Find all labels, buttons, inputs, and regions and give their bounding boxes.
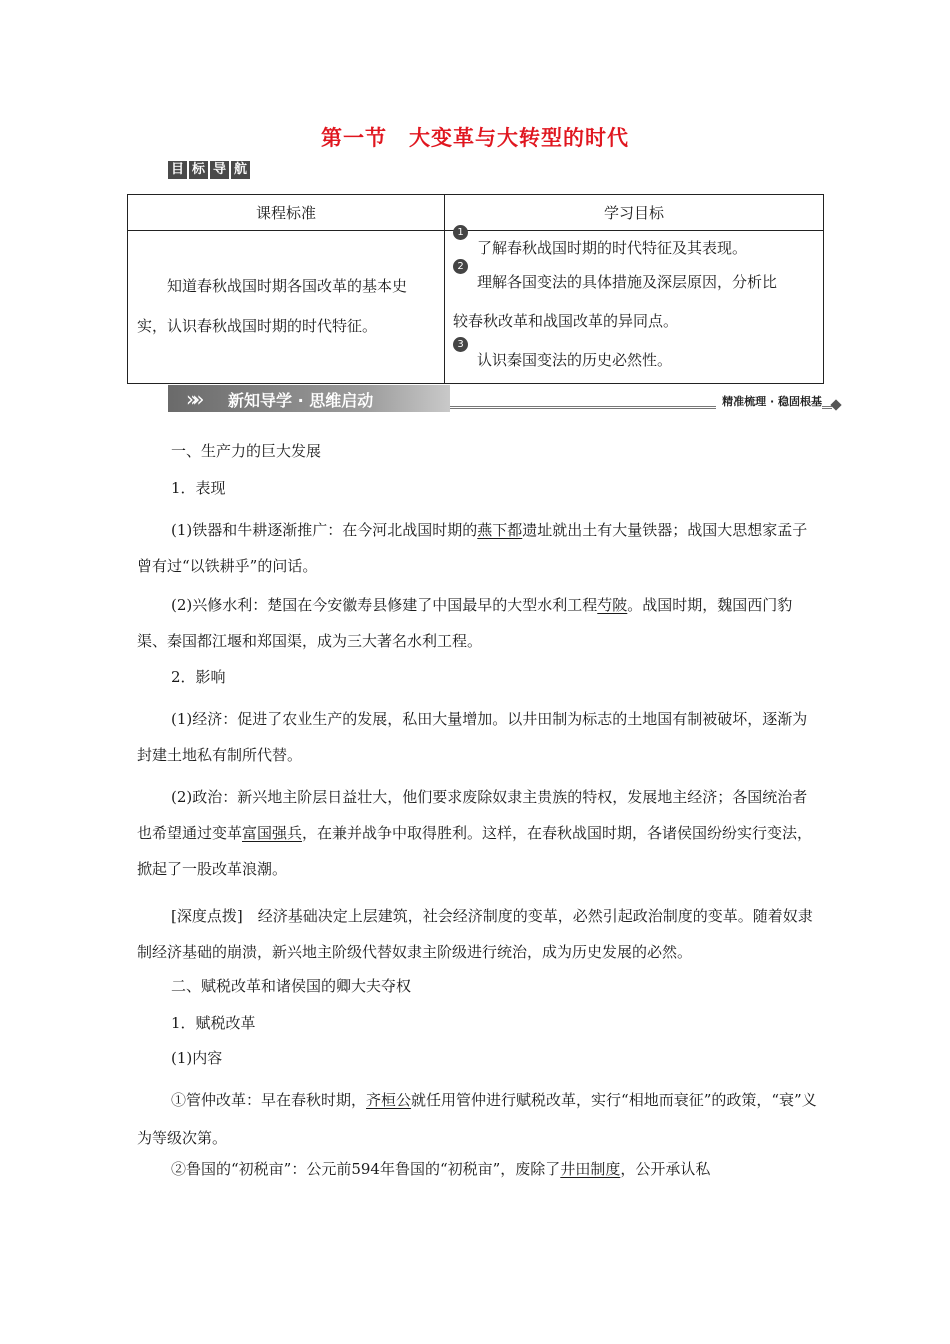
paragraph: (1)铁器和牛耕逐渐推广：在今河北战国时期的燕下都遗址就出土有大量铁器；战国大思想家孟子曾有过“以铁耕乎”的问话。 <box>137 521 808 575</box>
goal-text: 理解各国变法的具体措施及深层原因，分析比 <box>477 273 778 291</box>
goal-item <box>453 261 817 299</box>
banner-subtitle: 精准梳理 · 稳固根基 <box>716 393 822 409</box>
underlined-term: 富国强兵 <box>242 824 303 842</box>
paragraph: ②鲁国的“初税亩”：公元前594年鲁国的“初税亩”，废除了井田制度，公开承认私 <box>171 1160 711 1178</box>
learning-goals-header: 学习目标 <box>445 195 824 231</box>
subsection-heading: 1．赋税改革 <box>171 1014 256 1032</box>
diamond-icon <box>830 399 841 410</box>
number-3-icon: 3 <box>453 337 468 352</box>
badge-char: 导 <box>210 161 229 179</box>
course-standard-cell <box>128 231 445 384</box>
course-standard-header: 课程标准 <box>128 195 445 231</box>
goal-item <box>453 339 817 377</box>
target-nav-badge <box>168 161 250 179</box>
double-chevron-icon: »» <box>186 387 199 411</box>
page-title: 第一节 大变革与大转型的时代 <box>321 126 629 150</box>
subsection-heading: 2．影响 <box>171 668 226 686</box>
number-2-icon: 2 <box>453 259 468 274</box>
underlined-term: 齐桓公 <box>366 1091 412 1109</box>
subsection-heading: 1．表现 <box>171 479 226 497</box>
underlined-term: 芍陂 <box>597 596 628 614</box>
paragraph: (2)兴修水利：楚国在今安徽寿县修建了中国最早的大型水利工程芍陂。战国时期，魏国西门豹渠、秦国都江堰和郑国渠，成为三大著名水利工程。 <box>137 596 793 650</box>
banner-title: 新知导学 · 思维启动 <box>228 391 374 410</box>
goal-item <box>453 227 817 265</box>
section-heading: 一、生产力的巨大发展 <box>171 442 322 460</box>
paragraph: (2)政治：新兴地主阶层日益壮大，他们要求废除奴隶主贵族的特权，发展地主经济；各国统治者也希望通过变革富国强兵，在兼并战争中取得胜利。这样，在春秋战国时期，各诸侯国纷纷实行变法，掀起了一股改革浪潮。 <box>137 788 813 878</box>
section-heading: 二、赋税改革和诸侯国的卿大夫夺权 <box>171 977 412 995</box>
goal-text-continued: 较春秋改革和战国改革的异同点。 <box>453 312 679 330</box>
course-standard-text: 知道春秋战国时期各国改革的基本史实，认识春秋战国时期的时代特征。 <box>137 277 408 335</box>
paragraph: ①管仲改革：早在春秋时期，齐桓公就任用管仲进行赋税改革，实行“相地而衰征”的政策，“衰”义为等级次第。 <box>137 1091 817 1147</box>
underlined-term: 燕下都 <box>477 521 523 539</box>
deep-insight-paragraph: [深度点拨] 经济基础决定上层建筑，社会经济制度的变革，必然引起政治制度的变革。随着奴隶制经济基础的崩溃，新兴地主阶级代替奴隶主阶级进行统治，成为历史发展的必然。 <box>137 907 813 961</box>
learning-goals-cell <box>445 227 824 384</box>
goal-text: 认识秦国变法的历史必然性。 <box>477 351 673 369</box>
sub-item-heading: (1)内容 <box>171 1049 223 1067</box>
badge-char: 航 <box>231 161 250 179</box>
objectives-table <box>127 194 824 384</box>
underlined-term: 井田制度 <box>560 1160 621 1178</box>
section-banner <box>168 385 840 413</box>
goal-text: 了解春秋战国时期的时代特征及其表现。 <box>477 239 748 257</box>
badge-char: 目 <box>168 161 187 179</box>
paragraph: (1)经济：促进了农业生产的发展，私田大量增加。以井田制为标志的土地国有制被破坏，逐渐为封建土地私有制所代替。 <box>137 710 808 764</box>
number-1-icon: 1 <box>453 225 468 240</box>
badge-char: 标 <box>189 161 208 179</box>
